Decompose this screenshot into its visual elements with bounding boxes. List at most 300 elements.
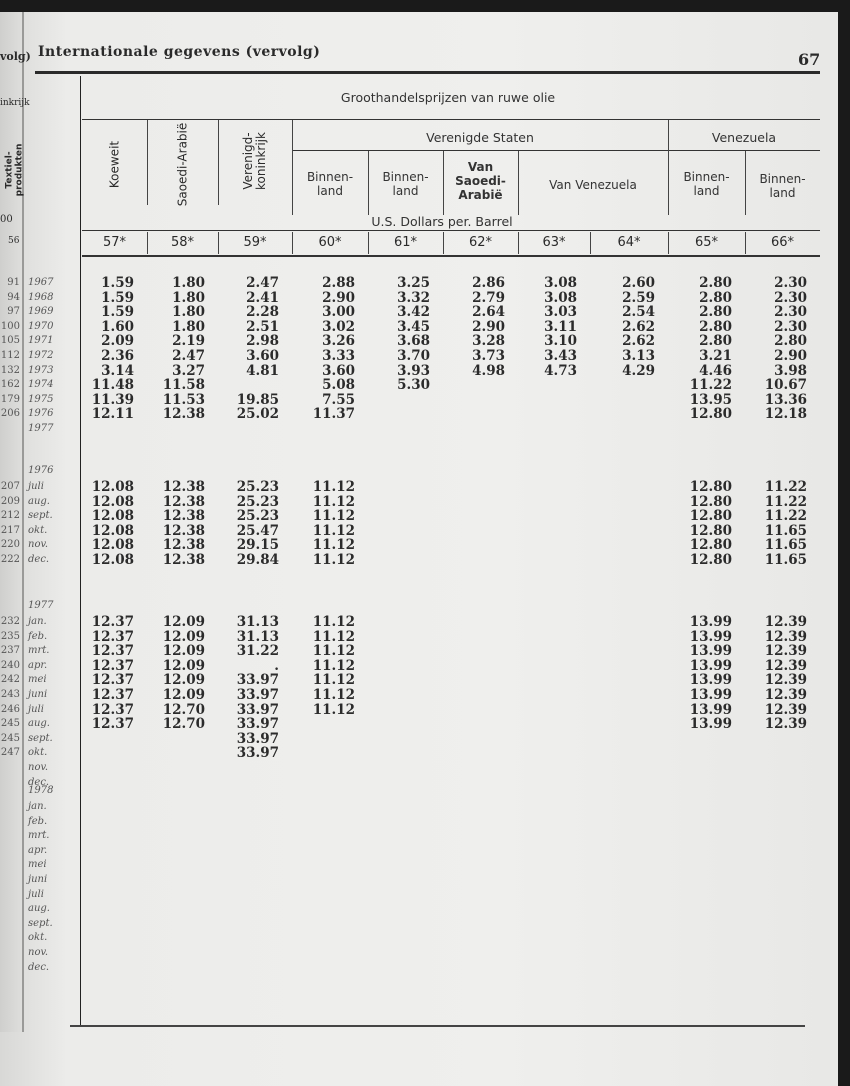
table-cell: 11.12	[312, 493, 355, 510]
bottom-rule	[70, 1025, 805, 1027]
section-year-label: 1978	[28, 785, 54, 796]
row-label: dec.	[28, 776, 50, 788]
table-row	[0, 732, 850, 747]
table-cell: 2.54	[622, 304, 655, 321]
table-cell: 33.97	[236, 730, 279, 747]
table-cell: 13.99	[689, 716, 732, 733]
col-header-62: Van Saoedi- Arabië	[455, 160, 506, 202]
table-cell: 11.22	[764, 508, 807, 525]
col-number-divider	[368, 232, 369, 254]
table-cell: 25.23	[236, 479, 279, 495]
table-cell: 2.90	[774, 347, 807, 364]
row-label: aug.	[28, 903, 50, 915]
table-cell: 12.80	[689, 537, 732, 554]
table-cell: 13.99	[689, 643, 732, 660]
table-row	[0, 888, 850, 903]
table-cell: 12.80	[689, 508, 732, 525]
table-cell: 11.12	[312, 479, 355, 495]
table-cell: 12.39	[764, 628, 807, 645]
prev-page-value: 243	[0, 688, 20, 700]
group-rule	[82, 119, 820, 120]
table-cell: 12.39	[764, 614, 807, 630]
prev-page-value: 91	[7, 277, 20, 288]
prev-page-value: 245	[0, 732, 20, 744]
table-cell: 2.47	[172, 347, 205, 364]
column-number: 61*	[393, 235, 418, 250]
table-cell: 12.18	[764, 406, 807, 423]
table-cell: 2.80	[699, 318, 732, 335]
table-cell: 12.38	[162, 406, 205, 423]
table-row	[0, 538, 850, 553]
table-row	[0, 902, 850, 917]
col-number-divider	[518, 232, 519, 254]
prev-page-value: 242	[0, 674, 20, 686]
subgroup-rule	[292, 150, 820, 151]
row-label: okt.	[28, 932, 48, 944]
row-label: sept.	[28, 917, 53, 929]
table-cell: 3.13	[622, 347, 655, 364]
table-cell: 11.12	[312, 537, 355, 554]
section-year-label: 1977	[28, 600, 54, 611]
table-cell: 2.30	[774, 318, 807, 335]
table-cell: 12.38	[162, 537, 205, 554]
prev-page-value: 220	[0, 539, 20, 551]
table-cell: 12.37	[91, 672, 134, 689]
row-label: 1971	[28, 335, 54, 347]
table-cell: 12.38	[162, 522, 205, 539]
table-cell: 7.55	[322, 391, 355, 408]
table-cell: 11.65	[764, 537, 807, 554]
table-row	[0, 630, 850, 645]
table-cell: 12.38	[162, 493, 205, 510]
table-row	[0, 761, 850, 776]
table-cell: 13.99	[689, 657, 732, 674]
table-row	[0, 829, 850, 844]
table-cell: 12.09	[162, 643, 205, 660]
table-cell: 2.98	[246, 333, 279, 350]
table-cell: 2.28	[246, 304, 279, 321]
prev-page-value: 247	[0, 747, 20, 759]
table-cell: 31.22	[236, 643, 279, 660]
table-row	[0, 334, 850, 349]
table-row	[0, 276, 850, 291]
table-cell: 4.46	[699, 362, 732, 379]
section-year-label: 1976	[28, 465, 54, 476]
table-cell: 3.98	[774, 362, 807, 379]
row-label: nov.	[28, 539, 49, 551]
table-row	[0, 844, 850, 859]
col-divider	[292, 120, 293, 215]
row-label: mrt.	[28, 830, 50, 842]
table-cell: 1.80	[172, 289, 205, 306]
table-row	[0, 393, 850, 408]
prev-page-value: 217	[0, 524, 20, 536]
top-rule	[35, 71, 820, 74]
column-number: 64*	[617, 235, 641, 250]
table-cell: 4.81	[246, 362, 279, 379]
table-cell: 3.27	[172, 362, 205, 379]
table-cell: 33.97	[236, 701, 279, 718]
table-cell: 3.02	[322, 318, 355, 335]
table-cell: 3.93	[397, 362, 430, 379]
table-cell: 11.12	[312, 657, 355, 674]
venezuela-group-label: Venezuela	[711, 130, 777, 145]
table-row	[0, 509, 850, 524]
table-cell: 11.12	[312, 551, 355, 568]
table-cell: 1.59	[101, 275, 134, 291]
row-label: juni	[28, 688, 48, 700]
table-cell: 3.14	[101, 362, 134, 379]
row-label: nov.	[28, 946, 49, 958]
table-cell: 12.37	[91, 686, 134, 703]
table-cell: 19.85	[236, 391, 279, 408]
prev-page-value: 162	[0, 379, 20, 391]
table-row	[0, 703, 850, 718]
table-row	[0, 407, 850, 422]
row-label: apr.	[28, 659, 48, 671]
table-cell: 29.15	[236, 537, 279, 554]
table-cell: 12.37	[91, 657, 134, 674]
table-cell: 25.47	[236, 522, 279, 539]
table-row	[0, 858, 850, 873]
row-label: juli	[28, 703, 44, 715]
table-row	[0, 615, 850, 630]
table-cell: 3.21	[699, 347, 732, 364]
row-label: sept.	[28, 732, 53, 744]
table-cell: 12.08	[91, 479, 134, 495]
table-row	[0, 873, 850, 888]
table-cell: 12.09	[162, 628, 205, 645]
table-row	[0, 673, 850, 688]
prev-page-value: 112	[0, 349, 20, 361]
row-label: juli	[28, 888, 44, 900]
prev-page-header-fragment: volg)	[0, 50, 31, 63]
table-section	[0, 465, 850, 568]
table-cell: 3.32	[397, 289, 430, 306]
table-cell: 12.37	[91, 716, 134, 733]
table-row	[0, 746, 850, 761]
table-row	[0, 815, 850, 830]
table-row	[0, 364, 850, 379]
table-cell: 12.70	[162, 701, 205, 718]
table-cell: 12.37	[91, 628, 134, 645]
table-row	[0, 320, 850, 335]
table-cell: 5.30	[397, 377, 430, 394]
prev-page-value: 246	[0, 703, 20, 715]
col-number-divider	[443, 232, 444, 254]
table-cell: 12.38	[162, 508, 205, 525]
table-row	[0, 378, 850, 393]
table-row	[0, 495, 850, 510]
table-cell: 2.59	[622, 289, 655, 306]
table-cell: 3.43	[544, 347, 577, 364]
row-label: dec.	[28, 553, 50, 565]
table-cell: 11.12	[312, 643, 355, 660]
column-number: 59*	[243, 235, 267, 250]
col-header-61: Binnen- land	[382, 170, 429, 198]
table-cell: 5.08	[322, 377, 355, 394]
page-number: 67	[798, 50, 821, 69]
prev-page-value: 212	[0, 510, 20, 522]
table-cell: 2.79	[472, 289, 505, 306]
prev-page-value: 209	[0, 495, 20, 507]
table-cell: 12.37	[91, 643, 134, 660]
row-label: 1968	[28, 291, 54, 303]
col-number-divider	[218, 232, 219, 254]
col-header-koeweit: Koeweit	[107, 140, 122, 189]
table-cell: 11.48	[91, 377, 134, 394]
prev-page-value: 105	[0, 335, 20, 347]
row-label: 1970	[28, 320, 54, 332]
table-cell: 3.25	[397, 275, 430, 291]
table-row	[0, 776, 850, 791]
table-cell: 12.37	[91, 614, 134, 630]
table-cell: 12.38	[162, 551, 205, 568]
row-label: 1974	[28, 379, 54, 391]
table-cell: 11.12	[312, 686, 355, 703]
table-cell: 11.12	[312, 614, 355, 630]
table-cell: 2.90	[322, 289, 355, 306]
table-cell: 3.68	[397, 333, 430, 350]
table-cell: 12.80	[689, 522, 732, 539]
row-label: feb.	[28, 630, 48, 642]
col-number-divider	[745, 232, 746, 254]
table-cell: 12.11	[91, 406, 134, 423]
row-label: juni	[28, 873, 48, 885]
col-divider	[147, 120, 148, 205]
table-cell: 3.26	[322, 333, 355, 350]
table-cell: 13.99	[689, 614, 732, 630]
col-number-divider	[590, 232, 591, 254]
prev-page-value: 206	[0, 408, 20, 420]
col-header-saoedi-arabie: Saoedi-Arabië	[175, 122, 190, 207]
table-cell: 3.33	[322, 347, 355, 364]
prev-page-value: 222	[0, 553, 20, 565]
table-cell: 12.08	[91, 551, 134, 568]
row-label: 1972	[28, 349, 54, 361]
table-cell: 13.99	[689, 672, 732, 689]
column-number: 65*	[694, 235, 719, 250]
table-cell: 31.13	[236, 628, 279, 645]
table-cell: 2.90	[472, 318, 505, 335]
prev-page-value: 240	[0, 659, 20, 671]
table-row	[0, 422, 850, 437]
table-cell: 3.42	[397, 304, 430, 321]
table-section	[0, 785, 850, 975]
column-number: 63*	[542, 235, 566, 250]
row-label: aug.	[28, 718, 50, 730]
table-cell: 33.97	[236, 716, 279, 733]
column-number: 60*	[318, 235, 342, 250]
table-cell: 3.60	[322, 362, 355, 379]
table-cell: 31.13	[236, 614, 279, 630]
table-cell: 13.99	[689, 701, 732, 718]
row-label: 1973	[28, 364, 54, 376]
row-label: nov.	[28, 761, 49, 773]
table-cell: 12.37	[91, 701, 134, 718]
table-cell: 2.30	[774, 304, 807, 321]
table-row	[0, 659, 850, 674]
prev-page-value: 237	[0, 645, 20, 657]
table-cell: 12.09	[162, 686, 205, 703]
table-cell: 11.12	[312, 701, 355, 718]
table-row	[0, 291, 850, 306]
table-cell: 2.19	[172, 333, 205, 350]
table-cell: 2.88	[322, 275, 355, 291]
table-cell: 2.60	[622, 275, 655, 291]
row-label: okt.	[28, 524, 48, 536]
row-label: okt.	[28, 747, 48, 759]
prev-page-value: 132	[0, 364, 20, 376]
table-row	[0, 800, 850, 815]
table-cell: 2.51	[246, 318, 279, 335]
table-cell: 12.09	[162, 657, 205, 674]
table-section	[0, 600, 850, 790]
table-row	[0, 524, 850, 539]
table-row	[0, 349, 850, 364]
prev-page-col-label: Textiel- produkten	[4, 143, 25, 197]
table-cell: 3.03	[544, 304, 577, 321]
table-cell: 3.11	[544, 318, 577, 335]
prev-page-value: 97	[7, 306, 20, 318]
table-cell: 10.67	[764, 377, 807, 394]
table-cell: 12.39	[764, 716, 807, 733]
prev-page-value: 207	[0, 481, 20, 492]
table-cell: 12.80	[689, 493, 732, 510]
table-cell: 4.98	[472, 362, 505, 379]
table-cell: 2.30	[774, 289, 807, 306]
table-cell: 33.97	[236, 745, 279, 762]
table-cell: 11.58	[162, 377, 205, 394]
row-label: aug.	[28, 495, 50, 507]
table-cell: 1.59	[101, 289, 134, 306]
table-cell: 2.80	[699, 304, 732, 321]
table-cell: 2.64	[472, 304, 505, 321]
table-cell: 12.80	[689, 406, 732, 423]
table-cell: 12.08	[91, 508, 134, 525]
table-cell: 25.02	[236, 406, 279, 423]
table-cell: 12.09	[162, 614, 205, 630]
table-cell: 3.70	[397, 347, 430, 364]
table-cell: 13.95	[689, 391, 732, 408]
row-label: 1967	[28, 277, 54, 288]
running-title: Internationale gegevens (vervolg)	[38, 44, 321, 60]
header-bottom-rule	[82, 255, 820, 257]
table-cell: 2.62	[622, 318, 655, 335]
table-cell: 3.73	[472, 347, 505, 364]
table-cell: 12.08	[91, 493, 134, 510]
us-group-label: Verenigde Staten	[426, 130, 534, 145]
table-cell: 25.23	[236, 508, 279, 525]
table-cell: 13.99	[689, 686, 732, 703]
row-label: apr.	[28, 844, 48, 856]
col-header-60: Binnen- land	[306, 170, 354, 198]
column-number: 58*	[170, 235, 195, 250]
table-cell: 1.60	[101, 318, 134, 335]
table-cell: 11.22	[764, 493, 807, 510]
row-label: mrt.	[28, 645, 50, 657]
table-cell: 11.12	[312, 522, 355, 539]
table-cell: 2.80	[774, 333, 807, 350]
col-header-63-64: Van Venezuela	[549, 178, 637, 192]
table-cell: 11.12	[312, 508, 355, 525]
table-cell: 12.39	[764, 701, 807, 718]
row-label: mei	[28, 859, 47, 871]
table-row	[0, 931, 850, 946]
col-header-66: Binnen- land	[759, 172, 806, 200]
table-cell: 12.39	[764, 686, 807, 703]
prev-page-value: 100	[0, 320, 20, 332]
column-number: 62*	[468, 235, 493, 250]
table-cell: 3.45	[397, 318, 430, 335]
prev-page-base: 00	[0, 214, 13, 225]
table-cell: 12.09	[162, 672, 205, 689]
row-label: juli	[28, 481, 44, 492]
table-cell: 2.80	[699, 289, 732, 306]
unit-rule	[82, 230, 820, 231]
table-section	[0, 276, 850, 437]
table-cell: 12.08	[91, 537, 134, 554]
table-cell: 3.60	[246, 347, 279, 364]
table-cell: 12.39	[764, 657, 807, 674]
prev-page-value: 235	[0, 630, 20, 642]
col-divider	[218, 120, 219, 205]
row-label: 1969	[28, 306, 54, 318]
table-cell: 11.12	[312, 628, 355, 645]
row-label: 1977	[28, 422, 54, 434]
row-label: sept.	[28, 510, 53, 522]
table-row	[0, 961, 850, 976]
table-row	[0, 688, 850, 703]
table-cell: 13.36	[764, 391, 807, 408]
table-cell: 2.47	[246, 275, 279, 291]
row-label: 1975	[28, 393, 54, 405]
table-cell: 1.59	[101, 304, 134, 321]
prev-page-value: 232	[0, 616, 20, 627]
column-number: 66*	[770, 235, 795, 250]
col-header-verenigd-koninkrijk: Verenigd- koninkrijk	[241, 132, 268, 190]
table-cell: 25.23	[236, 493, 279, 510]
table-cell: 11.65	[764, 522, 807, 539]
table-row	[0, 717, 850, 732]
column-number: 57*	[102, 235, 127, 250]
group-title: Groothandelsprijzen van ruwe olie	[340, 90, 556, 105]
table-cell: .	[274, 657, 279, 674]
col-number-divider	[292, 232, 293, 254]
prev-page-col-header: inkrijk	[0, 98, 30, 108]
table-cell: 2.86	[472, 275, 505, 291]
table-cell: 3.00	[322, 304, 355, 321]
table-cell: 12.08	[91, 522, 134, 539]
prev-page-value: 179	[0, 393, 20, 405]
table-cell: 11.39	[91, 391, 134, 408]
table-cell: 11.12	[312, 672, 355, 689]
table-cell: 33.97	[236, 686, 279, 703]
row-label: jan.	[28, 616, 47, 627]
prev-page-value: 94	[7, 291, 20, 303]
table-cell: 12.70	[162, 716, 205, 733]
table-cell: 13.99	[689, 628, 732, 645]
table-cell: 4.29	[622, 362, 655, 379]
col-number-divider	[668, 232, 669, 254]
row-label: feb.	[28, 815, 48, 827]
table-cell: 2.41	[246, 289, 279, 306]
table-row	[0, 946, 850, 961]
table-cell: 11.37	[312, 406, 355, 423]
table-cell: 1.80	[172, 318, 205, 335]
row-label: mei	[28, 674, 47, 686]
table-cell: 2.30	[774, 275, 807, 291]
